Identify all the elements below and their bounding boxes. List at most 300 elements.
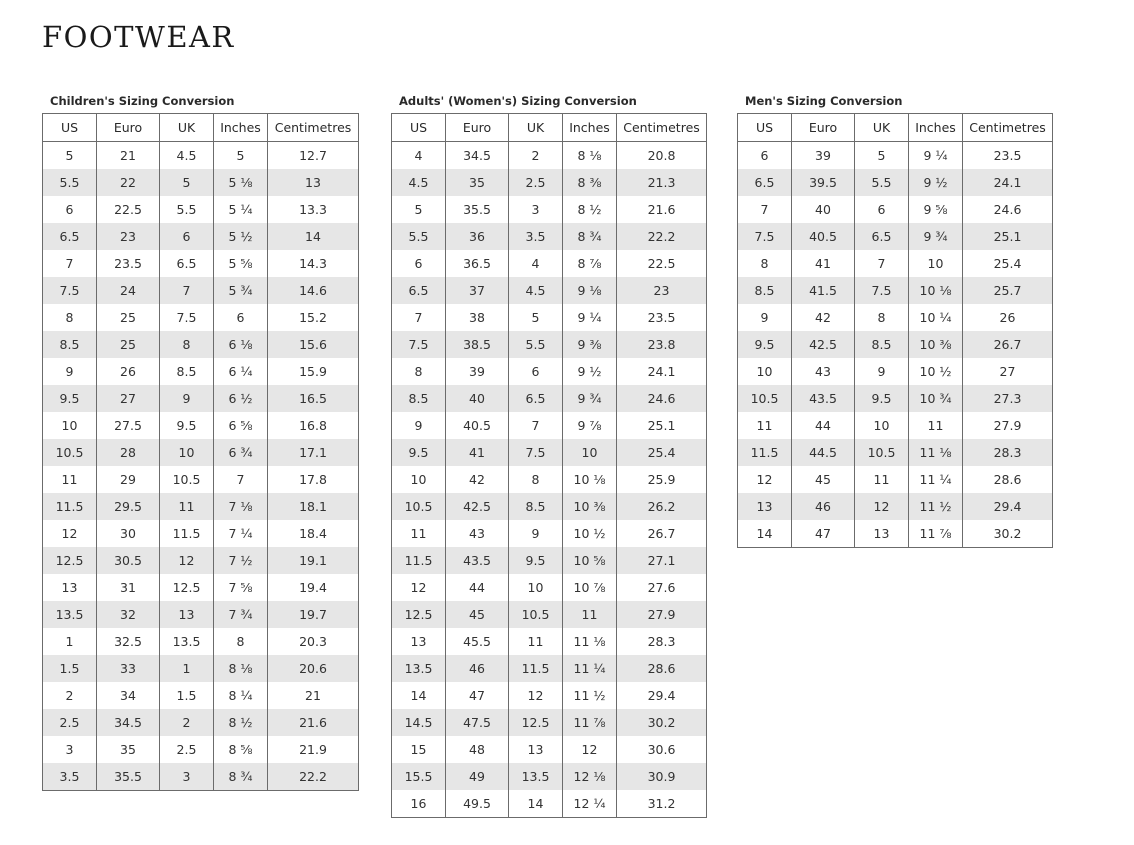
cell-us: 8	[43, 304, 97, 331]
cell-euro: 26	[97, 358, 160, 385]
cell-uk: 7.5	[160, 304, 214, 331]
cell-uk: 5	[160, 169, 214, 196]
cell-uk: 13.5	[509, 763, 563, 790]
cell-uk: 5	[509, 304, 563, 331]
cell-centimetres: 18.4	[268, 520, 359, 547]
column-header-uk: UK	[509, 114, 563, 142]
cell-centimetres: 21.6	[617, 196, 707, 223]
cell-us: 6	[43, 196, 97, 223]
cell-us: 7	[738, 196, 792, 223]
cell-us: 4	[392, 142, 446, 170]
table-row	[738, 304, 1053, 331]
table-row	[43, 439, 359, 466]
childrens-sizing-table	[42, 113, 359, 791]
table-row	[43, 466, 359, 493]
cell-euro: 35.5	[97, 763, 160, 791]
table-row	[392, 736, 707, 763]
cell-inches: 8 ½	[563, 196, 617, 223]
cell-euro: 42.5	[792, 331, 855, 358]
cell-us: 10	[392, 466, 446, 493]
cell-euro: 30	[97, 520, 160, 547]
cell-euro: 35	[446, 169, 509, 196]
cell-centimetres: 22.2	[268, 763, 359, 791]
table-row	[738, 412, 1053, 439]
cell-inches: 6 ¼	[214, 358, 268, 385]
table-row	[392, 439, 707, 466]
cell-us: 3	[43, 736, 97, 763]
cell-euro: 48	[446, 736, 509, 763]
cell-us: 8.5	[43, 331, 97, 358]
cell-euro: 21	[97, 142, 160, 170]
table-row	[392, 574, 707, 601]
cell-uk: 2	[160, 709, 214, 736]
mens-sizing-table	[737, 113, 1053, 548]
cell-uk: 10.5	[855, 439, 909, 466]
cell-uk: 11	[509, 628, 563, 655]
table-row	[43, 655, 359, 682]
cell-euro: 29.5	[97, 493, 160, 520]
table-row	[392, 601, 707, 628]
column-header-centimetres: Centimetres	[268, 114, 359, 142]
cell-centimetres: 16.5	[268, 385, 359, 412]
cell-centimetres: 31.2	[617, 790, 707, 818]
cell-centimetres: 25.1	[617, 412, 707, 439]
cell-uk: 4.5	[160, 142, 214, 170]
cell-uk: 10	[855, 412, 909, 439]
cell-inches: 5 ¾	[214, 277, 268, 304]
cell-euro: 41	[446, 439, 509, 466]
cell-us: 16	[392, 790, 446, 818]
cell-centimetres: 22.5	[617, 250, 707, 277]
cell-centimetres: 21.3	[617, 169, 707, 196]
table-row	[392, 763, 707, 790]
table-row	[43, 223, 359, 250]
cell-us: 5.5	[43, 169, 97, 196]
table-row	[43, 547, 359, 574]
table-row	[738, 358, 1053, 385]
cell-centimetres: 17.8	[268, 466, 359, 493]
table-row	[392, 250, 707, 277]
cell-euro: 40	[446, 385, 509, 412]
cell-us: 14	[392, 682, 446, 709]
cell-euro: 34.5	[97, 709, 160, 736]
cell-inches: 6 ⅝	[214, 412, 268, 439]
cell-inches: 10 ⅛	[909, 277, 963, 304]
cell-uk: 6	[160, 223, 214, 250]
cell-inches: 9 ¾	[909, 223, 963, 250]
cell-euro: 27.5	[97, 412, 160, 439]
cell-centimetres: 19.4	[268, 574, 359, 601]
cell-us: 9	[392, 412, 446, 439]
womens-sizing-table	[391, 113, 707, 818]
cell-centimetres: 29.4	[963, 493, 1053, 520]
cell-inches: 10 ½	[909, 358, 963, 385]
cell-uk: 13	[855, 520, 909, 548]
womens-sizing-section	[391, 92, 707, 818]
cell-uk: 2	[509, 142, 563, 170]
table-row	[738, 250, 1053, 277]
cell-inches: 12	[563, 736, 617, 763]
cell-us: 12	[43, 520, 97, 547]
column-header-uk: UK	[160, 114, 214, 142]
cell-inches: 8 ⅛	[214, 655, 268, 682]
cell-centimetres: 23.8	[617, 331, 707, 358]
cell-uk: 11	[160, 493, 214, 520]
cell-inches: 12 ⅛	[563, 763, 617, 790]
cell-euro: 41	[792, 250, 855, 277]
table-row	[43, 628, 359, 655]
table-row	[392, 385, 707, 412]
cell-us: 3.5	[43, 763, 97, 791]
table-row	[738, 493, 1053, 520]
table-row	[738, 439, 1053, 466]
cell-euro: 37	[446, 277, 509, 304]
cell-euro: 43.5	[792, 385, 855, 412]
column-header-centimetres: Centimetres	[963, 114, 1053, 142]
cell-centimetres: 15.6	[268, 331, 359, 358]
cell-uk: 13	[160, 601, 214, 628]
cell-inches: 12 ¼	[563, 790, 617, 818]
cell-uk: 5.5	[509, 331, 563, 358]
table-row	[392, 709, 707, 736]
cell-us: 6.5	[43, 223, 97, 250]
table-row	[392, 169, 707, 196]
cell-us: 13	[392, 628, 446, 655]
cell-centimetres: 14	[268, 223, 359, 250]
cell-uk: 12	[160, 547, 214, 574]
table-row	[392, 628, 707, 655]
cell-us: 7.5	[738, 223, 792, 250]
table-row	[738, 169, 1053, 196]
table-row	[43, 196, 359, 223]
cell-centimetres: 30.9	[617, 763, 707, 790]
table-row	[738, 331, 1053, 358]
childrens-sizing-title: Children's Sizing Conversion	[50, 94, 235, 108]
cell-euro: 39	[792, 142, 855, 170]
cell-uk: 7	[509, 412, 563, 439]
table-row	[43, 277, 359, 304]
table-row	[738, 277, 1053, 304]
cell-centimetres: 20.3	[268, 628, 359, 655]
cell-euro: 31	[97, 574, 160, 601]
cell-uk: 9	[855, 358, 909, 385]
table-row	[43, 601, 359, 628]
cell-euro: 49	[446, 763, 509, 790]
cell-uk: 6	[509, 358, 563, 385]
cell-us: 11.5	[392, 547, 446, 574]
table-row	[43, 358, 359, 385]
cell-centimetres: 24.6	[963, 196, 1053, 223]
cell-us: 12.5	[43, 547, 97, 574]
cell-uk: 8.5	[855, 331, 909, 358]
column-header-us: US	[392, 114, 446, 142]
cell-inches: 5 ⅛	[214, 169, 268, 196]
cell-uk: 9.5	[160, 412, 214, 439]
cell-euro: 40.5	[446, 412, 509, 439]
cell-uk: 10.5	[160, 466, 214, 493]
cell-us: 10.5	[43, 439, 97, 466]
cell-us: 9.5	[43, 385, 97, 412]
cell-inches: 9 ¼	[909, 142, 963, 170]
column-header-inches: Inches	[563, 114, 617, 142]
cell-us: 9	[43, 358, 97, 385]
cell-inches: 10 ⅛	[563, 466, 617, 493]
table-row	[43, 169, 359, 196]
cell-euro: 33	[97, 655, 160, 682]
cell-us: 10.5	[738, 385, 792, 412]
table-row	[43, 736, 359, 763]
cell-inches: 10 ½	[563, 520, 617, 547]
cell-euro: 44.5	[792, 439, 855, 466]
cell-euro: 30.5	[97, 547, 160, 574]
cell-centimetres: 15.9	[268, 358, 359, 385]
table-row	[43, 250, 359, 277]
cell-inches: 11	[909, 412, 963, 439]
table-row	[392, 304, 707, 331]
cell-centimetres: 28.3	[963, 439, 1053, 466]
cell-uk: 3	[509, 196, 563, 223]
cell-uk: 10	[160, 439, 214, 466]
cell-uk: 8.5	[509, 493, 563, 520]
cell-centimetres: 27	[963, 358, 1053, 385]
cell-uk: 7.5	[855, 277, 909, 304]
cell-euro: 42.5	[446, 493, 509, 520]
column-header-us: US	[738, 114, 792, 142]
cell-inches: 5 ½	[214, 223, 268, 250]
cell-centimetres: 20.8	[617, 142, 707, 170]
cell-centimetres: 25.4	[963, 250, 1053, 277]
table-row	[43, 520, 359, 547]
table-row	[392, 412, 707, 439]
cell-euro: 39	[446, 358, 509, 385]
cell-uk: 12.5	[160, 574, 214, 601]
cell-euro: 24	[97, 277, 160, 304]
cell-euro: 45	[446, 601, 509, 628]
cell-inches: 11 ⅞	[909, 520, 963, 548]
cell-euro: 23	[97, 223, 160, 250]
cell-euro: 35	[97, 736, 160, 763]
cell-euro: 47	[792, 520, 855, 548]
cell-centimetres: 19.1	[268, 547, 359, 574]
table-row	[738, 196, 1053, 223]
cell-us: 12	[392, 574, 446, 601]
cell-euro: 32.5	[97, 628, 160, 655]
cell-euro: 25	[97, 331, 160, 358]
cell-uk: 10.5	[509, 601, 563, 628]
cell-us: 11.5	[43, 493, 97, 520]
cell-centimetres: 21.6	[268, 709, 359, 736]
cell-inches: 10	[563, 439, 617, 466]
page-title: FOOTWEAR	[42, 20, 235, 54]
cell-us: 10	[738, 358, 792, 385]
cell-uk: 4	[509, 250, 563, 277]
cell-uk: 7	[160, 277, 214, 304]
cell-uk: 4.5	[509, 277, 563, 304]
cell-inches: 9 ⅝	[909, 196, 963, 223]
cell-us: 7.5	[43, 277, 97, 304]
cell-euro: 25	[97, 304, 160, 331]
table-row	[738, 385, 1053, 412]
cell-inches: 10 ⅜	[563, 493, 617, 520]
table-row	[392, 358, 707, 385]
cell-uk: 6.5	[855, 223, 909, 250]
cell-us: 12	[738, 466, 792, 493]
cell-inches: 8 ¾	[563, 223, 617, 250]
cell-centimetres: 26.7	[617, 520, 707, 547]
cell-inches: 10 ⅞	[563, 574, 617, 601]
cell-euro: 49.5	[446, 790, 509, 818]
cell-us: 6	[738, 142, 792, 170]
cell-us: 5.5	[392, 223, 446, 250]
table-row	[43, 385, 359, 412]
table-header-row	[43, 114, 359, 142]
cell-inches: 11 ⅞	[563, 709, 617, 736]
table-row	[392, 142, 707, 170]
cell-us: 9.5	[392, 439, 446, 466]
cell-us: 15	[392, 736, 446, 763]
cell-inches: 10 ¼	[909, 304, 963, 331]
cell-uk: 11.5	[509, 655, 563, 682]
cell-inches: 7	[214, 466, 268, 493]
cell-inches: 9 ⅜	[563, 331, 617, 358]
cell-euro: 36	[446, 223, 509, 250]
cell-centimetres: 15.2	[268, 304, 359, 331]
cell-us: 10.5	[392, 493, 446, 520]
cell-euro: 42	[792, 304, 855, 331]
cell-euro: 29	[97, 466, 160, 493]
cell-euro: 35.5	[446, 196, 509, 223]
cell-euro: 38	[446, 304, 509, 331]
cell-us: 6.5	[738, 169, 792, 196]
cell-us: 1	[43, 628, 97, 655]
cell-uk: 11.5	[160, 520, 214, 547]
cell-uk: 1	[160, 655, 214, 682]
cell-us: 14.5	[392, 709, 446, 736]
cell-us: 5	[43, 142, 97, 170]
cell-us: 2	[43, 682, 97, 709]
table-row	[392, 547, 707, 574]
cell-inches: 11 ½	[563, 682, 617, 709]
cell-inches: 9 ⅛	[563, 277, 617, 304]
cell-centimetres: 28.6	[963, 466, 1053, 493]
cell-uk: 9	[509, 520, 563, 547]
cell-euro: 36.5	[446, 250, 509, 277]
cell-inches: 10	[909, 250, 963, 277]
cell-centimetres: 27.3	[963, 385, 1053, 412]
cell-us: 6	[392, 250, 446, 277]
cell-us: 8.5	[738, 277, 792, 304]
table-row	[392, 682, 707, 709]
cell-uk: 6.5	[160, 250, 214, 277]
cell-centimetres: 21	[268, 682, 359, 709]
cell-uk: 12	[509, 682, 563, 709]
table-row	[392, 520, 707, 547]
cell-centimetres: 24.1	[963, 169, 1053, 196]
cell-inches: 9 ½	[563, 358, 617, 385]
cell-inches: 11 ⅛	[909, 439, 963, 466]
cell-inches: 7 ½	[214, 547, 268, 574]
cell-euro: 34	[97, 682, 160, 709]
cell-euro: 38.5	[446, 331, 509, 358]
cell-euro: 40.5	[792, 223, 855, 250]
cell-inches: 8 ¾	[214, 763, 268, 791]
cell-centimetres: 21.9	[268, 736, 359, 763]
cell-inches: 9 ¾	[563, 385, 617, 412]
column-header-euro: Euro	[97, 114, 160, 142]
cell-centimetres: 29.4	[617, 682, 707, 709]
table-row	[392, 196, 707, 223]
cell-us: 2.5	[43, 709, 97, 736]
cell-inches: 8 ⅞	[563, 250, 617, 277]
table-row	[43, 682, 359, 709]
cell-euro: 23.5	[97, 250, 160, 277]
table-header-row	[738, 114, 1053, 142]
cell-uk: 12	[855, 493, 909, 520]
cell-inches: 8 ⅜	[563, 169, 617, 196]
cell-centimetres: 25.9	[617, 466, 707, 493]
table-row	[43, 412, 359, 439]
cell-us: 13.5	[43, 601, 97, 628]
cell-inches: 7 ⅝	[214, 574, 268, 601]
cell-euro: 45	[792, 466, 855, 493]
cell-uk: 6.5	[509, 385, 563, 412]
cell-centimetres: 20.6	[268, 655, 359, 682]
cell-us: 11	[738, 412, 792, 439]
column-header-euro: Euro	[792, 114, 855, 142]
cell-inches: 11 ¼	[563, 655, 617, 682]
cell-euro: 43	[792, 358, 855, 385]
cell-inches: 7 ¼	[214, 520, 268, 547]
cell-inches: 6 ⅛	[214, 331, 268, 358]
cell-centimetres: 23.5	[617, 304, 707, 331]
table-row	[738, 466, 1053, 493]
cell-euro: 46	[792, 493, 855, 520]
cell-us: 8	[738, 250, 792, 277]
cell-inches: 7 ⅛	[214, 493, 268, 520]
cell-inches: 5 ⅝	[214, 250, 268, 277]
cell-uk: 8.5	[160, 358, 214, 385]
column-header-centimetres: Centimetres	[617, 114, 707, 142]
cell-euro: 44	[446, 574, 509, 601]
cell-euro: 40	[792, 196, 855, 223]
table-row	[738, 223, 1053, 250]
cell-us: 8	[392, 358, 446, 385]
cell-us: 15.5	[392, 763, 446, 790]
cell-inches: 9 ⅞	[563, 412, 617, 439]
cell-uk: 13.5	[160, 628, 214, 655]
cell-inches: 8 ¼	[214, 682, 268, 709]
cell-uk: 9.5	[509, 547, 563, 574]
cell-centimetres: 16.8	[268, 412, 359, 439]
cell-uk: 3.5	[509, 223, 563, 250]
childrens-sizing-section	[42, 92, 359, 791]
cell-inches: 8	[214, 628, 268, 655]
table-header-row	[392, 114, 707, 142]
cell-us: 7	[392, 304, 446, 331]
cell-euro: 32	[97, 601, 160, 628]
cell-uk: 7.5	[509, 439, 563, 466]
cell-centimetres: 26.2	[617, 493, 707, 520]
womens-sizing-title: Adults' (Women's) Sizing Conversion	[399, 94, 637, 108]
cell-uk: 5.5	[160, 196, 214, 223]
cell-euro: 45.5	[446, 628, 509, 655]
cell-centimetres: 25.7	[963, 277, 1053, 304]
table-row	[392, 655, 707, 682]
table-row	[43, 763, 359, 791]
cell-us: 4.5	[392, 169, 446, 196]
cell-centimetres: 27.9	[963, 412, 1053, 439]
table-row	[738, 142, 1053, 170]
